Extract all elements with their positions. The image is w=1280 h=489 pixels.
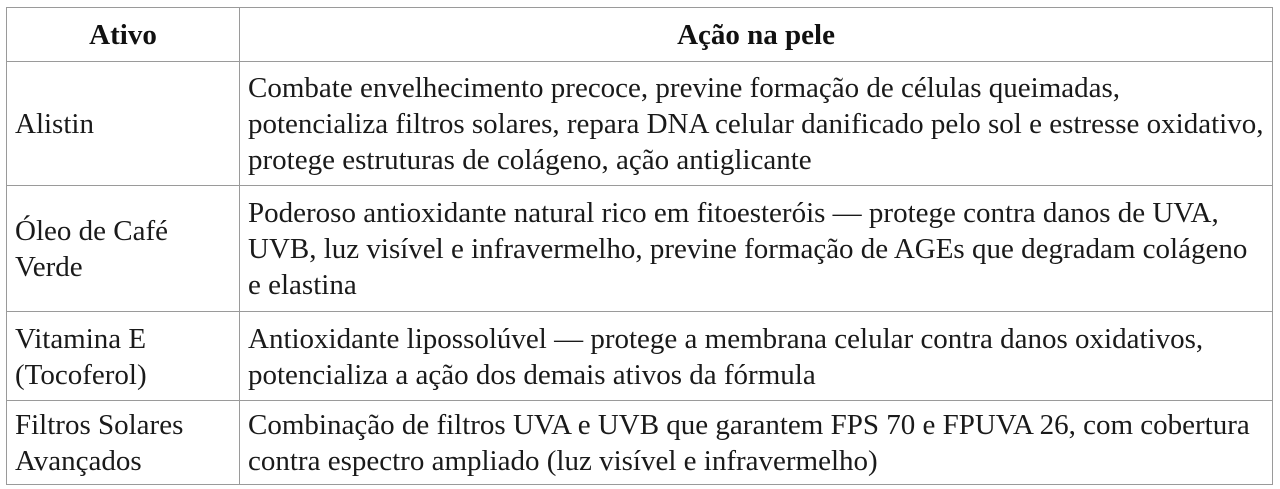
cell-ativo: Filtros Solares Avançados — [7, 401, 240, 485]
table-header — [7, 8, 1273, 62]
table-row — [7, 62, 1273, 186]
cell-acao: Antioxidante lipossolúvel — protege a membrana celular contra danos oxidativos, potencializa a ação dos demais ativos da fórmula — [240, 312, 1273, 401]
header-ativo: Ativo — [7, 8, 240, 62]
header-acao-na-pele: Ação na pele — [240, 8, 1273, 62]
cell-acao: Combate envelhecimento precoce, previne formação de células queimadas, potencializa filtros solares, repara DNA celular danificado pelo sol e estresse oxidativo, protege estruturas de colágeno, ação antiglicante — [240, 62, 1273, 186]
table-row — [7, 186, 1273, 312]
table-body — [7, 62, 1273, 485]
cell-ativo: Alistin — [7, 62, 240, 186]
cell-acao: Poderoso antioxidante natural rico em fitoesteróis — protege contra danos de UVA, UVB, luz visível e infravermelho, previne formação de AGEs que degradam colágeno e elastina — [240, 186, 1273, 312]
cell-acao: Combinação de filtros UVA e UVB que garantem FPS 70 e FPUVA 26, com cobertura contra espectro ampliado (luz visível e infravermelho) — [240, 401, 1273, 485]
ingredients-table — [6, 7, 1273, 485]
cell-ativo: Vitamina E (Tocoferol) — [7, 312, 240, 401]
table-row — [7, 312, 1273, 401]
table-row — [7, 401, 1273, 485]
header-row — [7, 8, 1273, 62]
cell-ativo: Óleo de Café Verde — [7, 186, 240, 312]
